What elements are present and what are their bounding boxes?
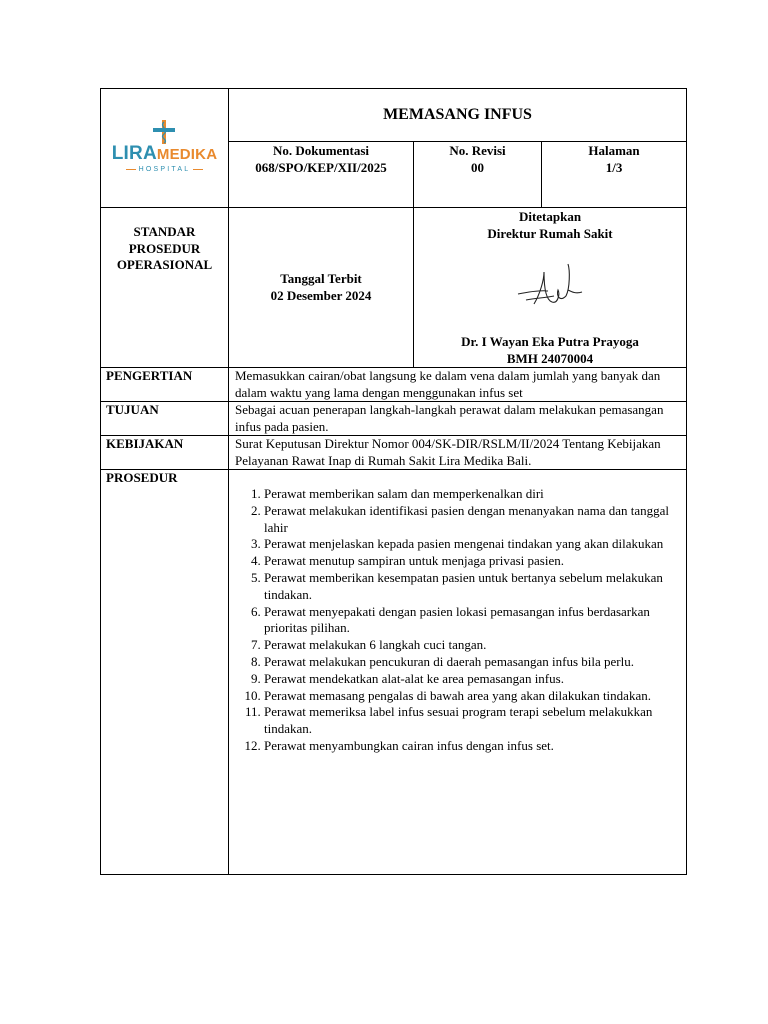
pengertian-label: PENGERTIAN — [101, 368, 229, 402]
doc-number-cell — [229, 142, 414, 208]
signer-name: Dr. I Wayan Eka Putra Prayoga — [461, 334, 639, 349]
sop-label-line1: STANDAR — [133, 224, 196, 239]
medical-cross-icon — [153, 120, 175, 144]
procedure-step: 7. Perawat melakukan 6 langkah cuci tangan. — [264, 637, 686, 654]
doc-number-value: 068/SPO/KEP/XII/2025 — [255, 159, 387, 175]
procedure-step: 6. Perawat menyepakati dengan pasien lokasi pemasangan infus berdasarkan prioritas pilihan. — [264, 604, 686, 638]
tujuan-label: TUJUAN — [101, 402, 229, 436]
sop-label-line2: PROSEDUR — [128, 240, 201, 256]
revision-cell — [414, 142, 542, 208]
sop-label-cell — [101, 208, 229, 368]
kebijakan-label: KEBIJAKAN — [101, 436, 229, 470]
approval-role: Direktur Rumah Sakit — [487, 225, 613, 241]
logo-wordmark: LIRAMEDIKA — [111, 143, 218, 165]
procedure-step: 1. Perawat memberikan salam dan memperkenalkan diri — [264, 486, 686, 503]
page-cell — [542, 142, 687, 208]
procedure-step: 11. Perawat memeriksa label infus sesuai program terapi sebelum melakukkan tindakan. — [264, 704, 686, 738]
kebijakan-text: Surat Keputusan Direktur Nomor 004/SK-DIR/RSLM/II/2024 Tentang Kebijakan Pelayanan Rawat Inap di Rumah Sakit Lira Medika Bali. — [229, 436, 687, 470]
sop-document — [100, 88, 686, 873]
sop-table — [100, 88, 687, 875]
prosedur-cell — [229, 470, 687, 875]
page-label: Halaman — [588, 143, 640, 158]
page-value: 1/3 — [605, 159, 623, 175]
sop-label-line3: OPERASIONAL — [116, 257, 213, 272]
signer-id: BMH 24070004 — [506, 350, 594, 366]
procedure-step: 12. Perawat menyambungkan cairan infus dengan infus set. — [264, 738, 686, 755]
signature — [514, 260, 586, 320]
approval-cell — [414, 208, 687, 368]
approval-label: Ditetapkan — [518, 209, 582, 224]
doc-number-label: No. Dokumentasi — [272, 143, 370, 158]
pengertian-text: Memasukkan cairan/obat langsung ke dalam vena dalam jumlah yang banyak dan dalam waktu yang lama dengan menggunakan infus set — [229, 368, 687, 402]
procedure-step: 8. Perawat melakukan pencukuran di daerah pemasangan infus bila perlu. — [264, 654, 686, 671]
procedure-step: 5. Perawat memberikan kesempatan pasien untuk bertanya sebelum melakukan tindakan. — [264, 570, 686, 604]
hospital-logo — [112, 120, 218, 174]
procedure-step: 2. Perawat melakukan identifikasi pasien dengan menanyakan nama dan tanggal lahir — [264, 503, 686, 537]
procedure-step: 9. Perawat mendekatkan alat-alat ke area pemasangan infus. — [264, 671, 686, 688]
logo-subtitle: HOSPITAL — [112, 165, 218, 174]
issue-date-cell — [229, 208, 414, 368]
procedure-steps — [235, 486, 686, 755]
procedure-step: 4. Perawat menutup sampiran untuk menjaga privasi pasien. — [264, 553, 686, 570]
issue-date-value: 02 Desember 2024 — [270, 287, 372, 303]
prosedur-label: PROSEDUR — [101, 470, 229, 875]
procedure-step: 3. Perawat menjelaskan kepada pasien mengenai tindakan yang akan dilakukan — [264, 536, 686, 553]
issue-date-label: Tanggal Terbit — [280, 271, 362, 286]
logo-cell — [101, 89, 229, 208]
tujuan-text: Sebagai acuan penerapan langkah-langkah perawat dalam melakukan pemasangan infus pada pasien. — [229, 402, 687, 436]
revision-value: 00 — [471, 159, 484, 175]
revision-label: No. Revisi — [449, 143, 506, 158]
document-title: MEMASANG INFUS — [229, 89, 687, 142]
procedure-step: 10. Perawat memasang pengalas di bawah area yang akan dilakukan tindakan. — [264, 688, 686, 705]
